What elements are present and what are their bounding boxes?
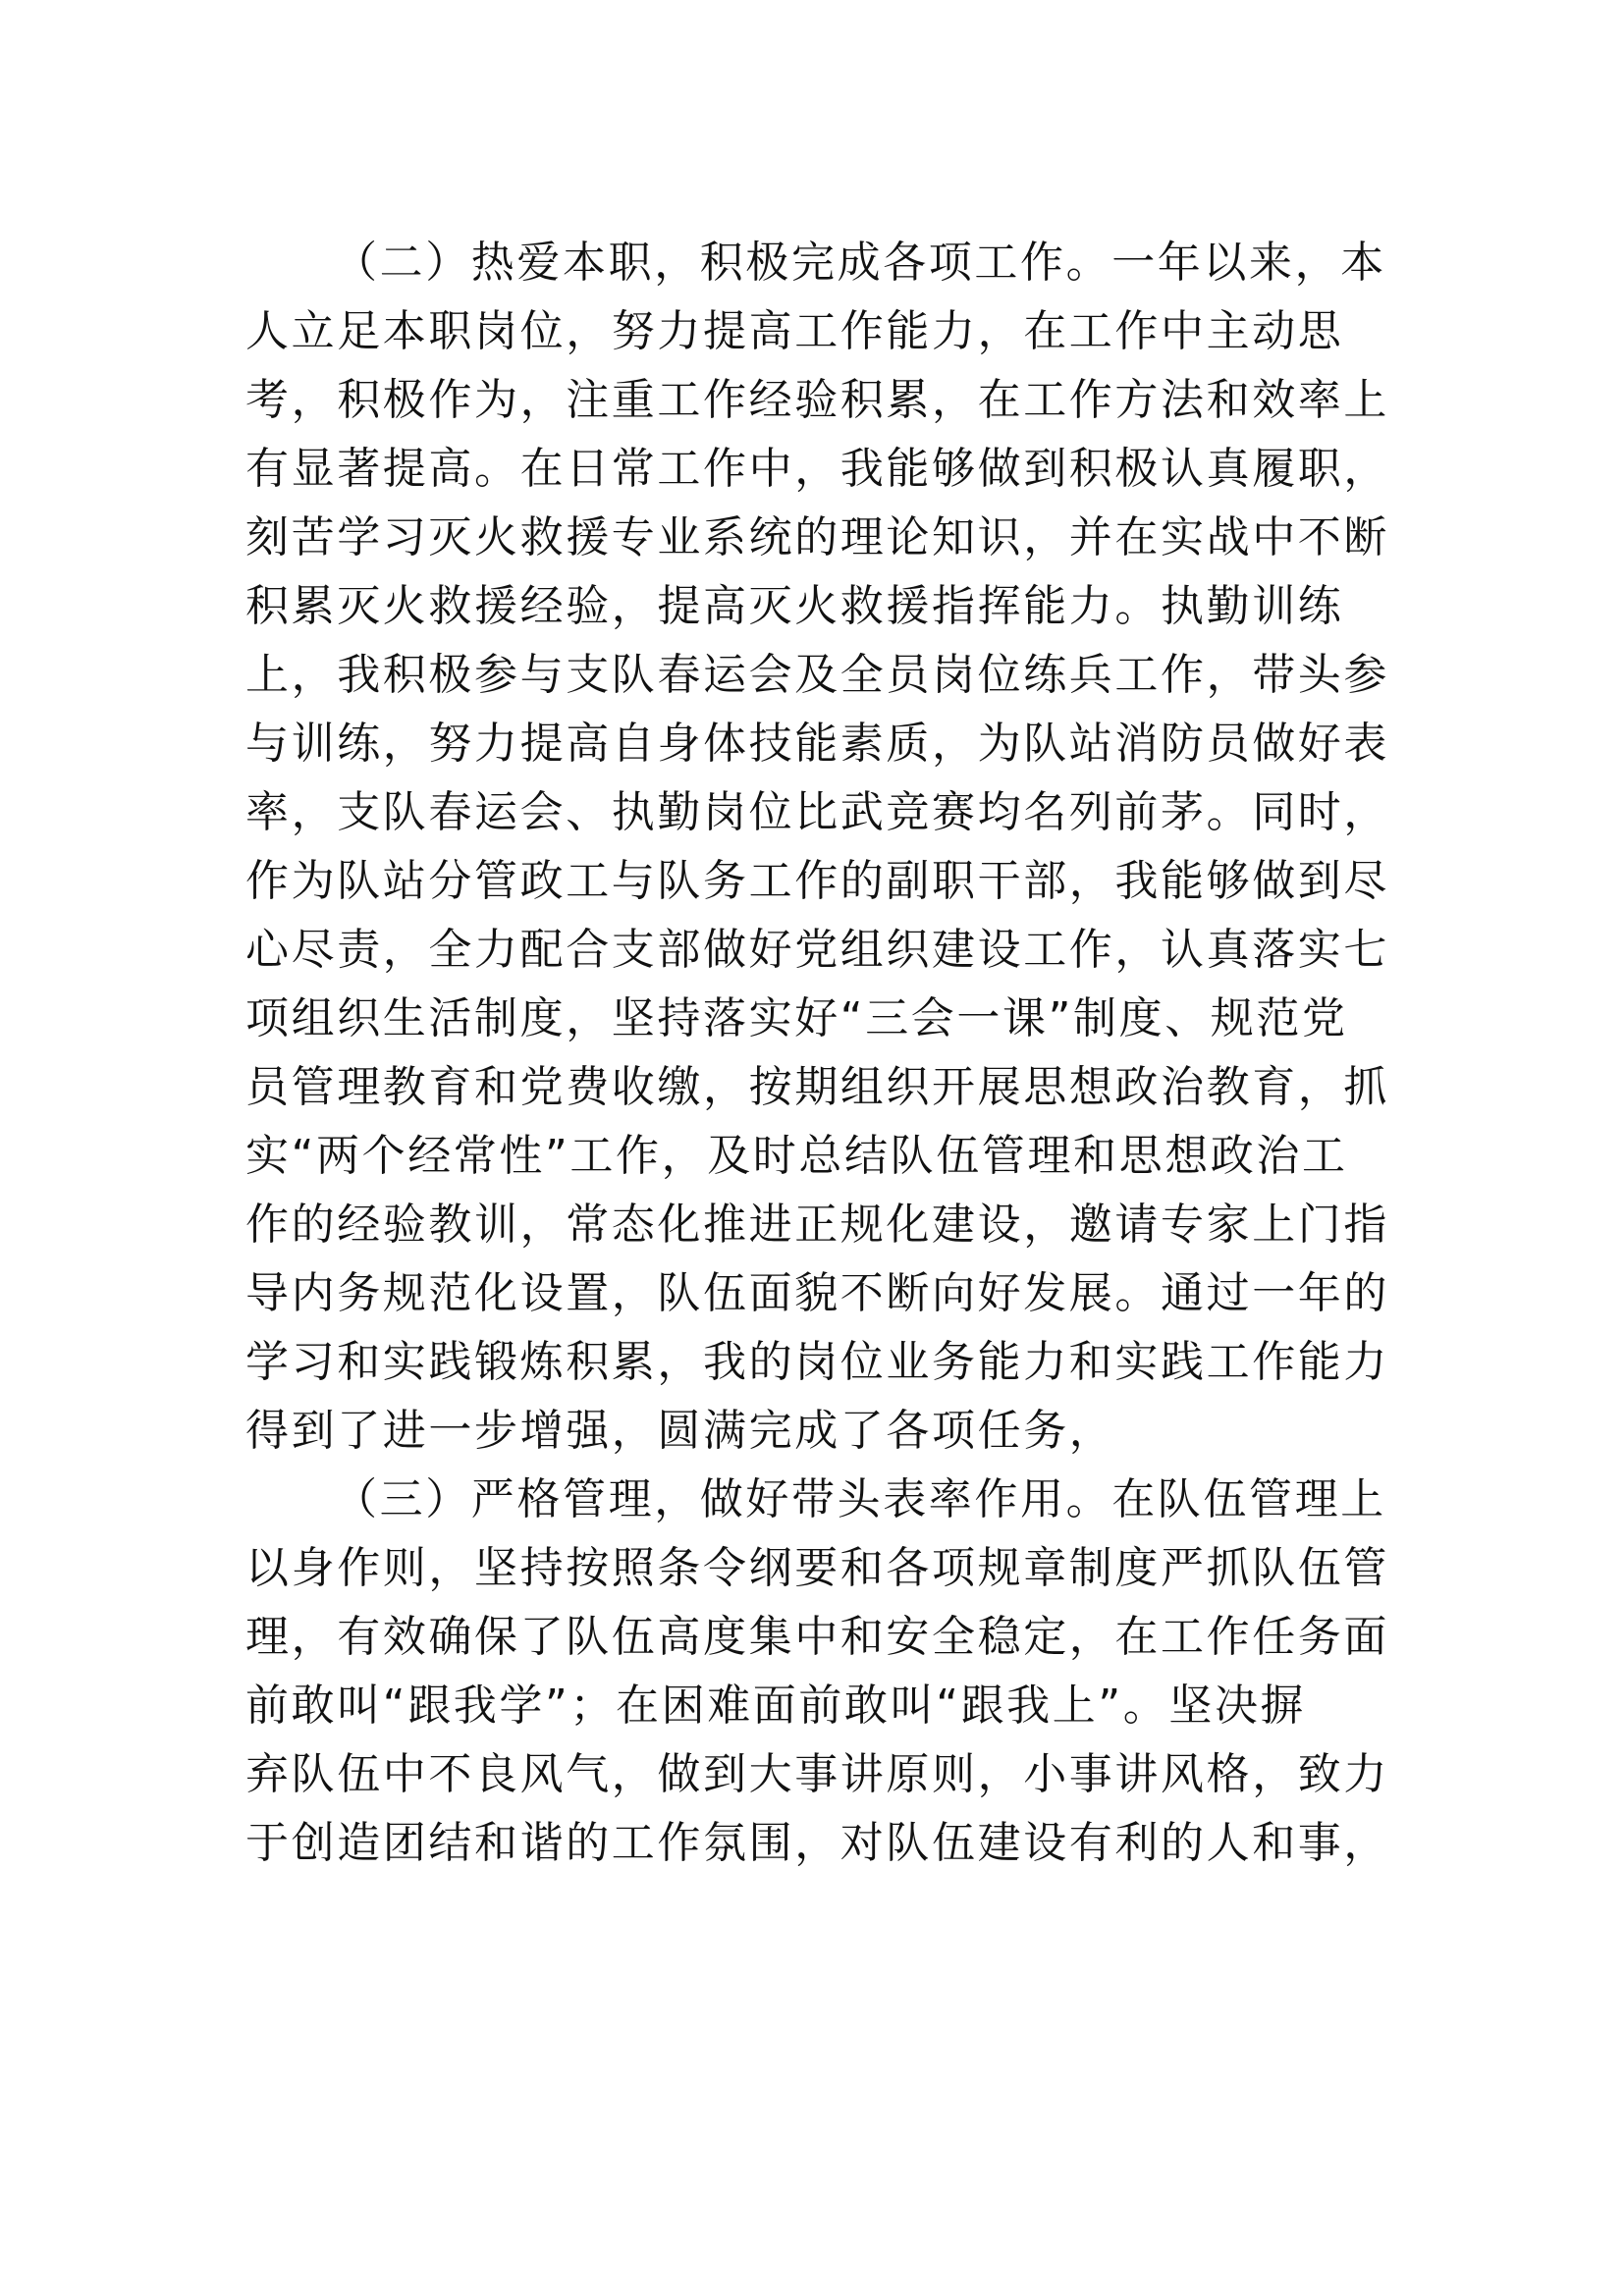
paragraph-2-line-4: 有显著提高。在日常工作中，我能够做到积极认真履职， (245, 444, 1389, 494)
paragraph-3-line-2: 以身作则，坚持按照条令纲要和各项规章制度严抓队伍管 (245, 1543, 1389, 1593)
paragraph-3-line-1: （三）严格管理，做好带头表率作用。在队伍管理上 (334, 1474, 1386, 1524)
paragraph-2-line-7: 上，我积极参与支队春运会及全员岗位练兵工作，带头参 (245, 650, 1389, 700)
paragraph-2-line-11: 心尽责，全力配合支部做好党组织建设工作，认真落实七 (245, 925, 1389, 975)
paragraph-2-line-13: 员管理教育和党费收缴，按期组织开展思想政治教育，抓 (245, 1062, 1389, 1112)
paragraph-2-line-2: 人立足本职岗位，努力提高工作能力，在工作中主动思 (245, 306, 1344, 356)
paragraph-2-line-1: （二）热爱本职，积极完成各项工作。一年以来，本 (334, 238, 1386, 288)
paragraph-2-line-18: 得到了进一步增强，圆满完成了各项任务， (245, 1406, 1115, 1456)
paragraph-2-line-15: 作的经验教训，常态化推进正规化建设，邀请专家上门指 (245, 1200, 1389, 1250)
paragraph-2-line-14: 实“两个经常性”工作，及时总结队伍管理和思想政治工 (245, 1131, 1348, 1181)
paragraph-2-line-8: 与训练，努力提高自身体技能素质，为队站消防员做好表 (245, 719, 1389, 769)
paragraph-3-line-4: 前敢叫“跟我学”；在困难面前敢叫“跟我上”。坚决摒 (245, 1681, 1307, 1731)
paragraph-2-line-3: 考，积极作为，注重工作经验积累，在工作方法和效率上 (245, 375, 1389, 425)
paragraph-3-line-6: 于创造团结和谐的工作氛围，对队伍建设有利的人和事， (245, 1818, 1389, 1868)
paragraph-2-line-5: 刻苦学习灭火救援专业系统的理论知识，并在实战中不断 (245, 512, 1389, 562)
paragraph-3-line-5: 弃队伍中不良风气，做到大事讲原则，小事讲风格，致力 (245, 1749, 1389, 1799)
paragraph-2-line-6: 积累灭火救援经验，提高灭火救援指挥能力。执勤训练 (245, 581, 1344, 631)
paragraph-2-line-9: 率，支队春运会、执勤岗位比武竞赛均名列前茅。同时， (245, 787, 1389, 837)
paragraph-2-line-10: 作为队站分管政工与队务工作的副职干部，我能够做到尽 (245, 856, 1389, 906)
paragraph-2-line-16: 导内务规范化设置，队伍面貌不断向好发展。通过一年的 (245, 1268, 1389, 1318)
paragraph-2-line-12: 项组织生活制度，坚持落实好“三会一课”制度、规范党 (245, 993, 1348, 1043)
paragraph-2-line-17: 学习和实践锻炼积累，我的岗位业务能力和实践工作能力 (245, 1337, 1389, 1387)
paragraph-3-line-3: 理，有效确保了队伍高度集中和安全稳定，在工作任务面 (245, 1612, 1389, 1662)
